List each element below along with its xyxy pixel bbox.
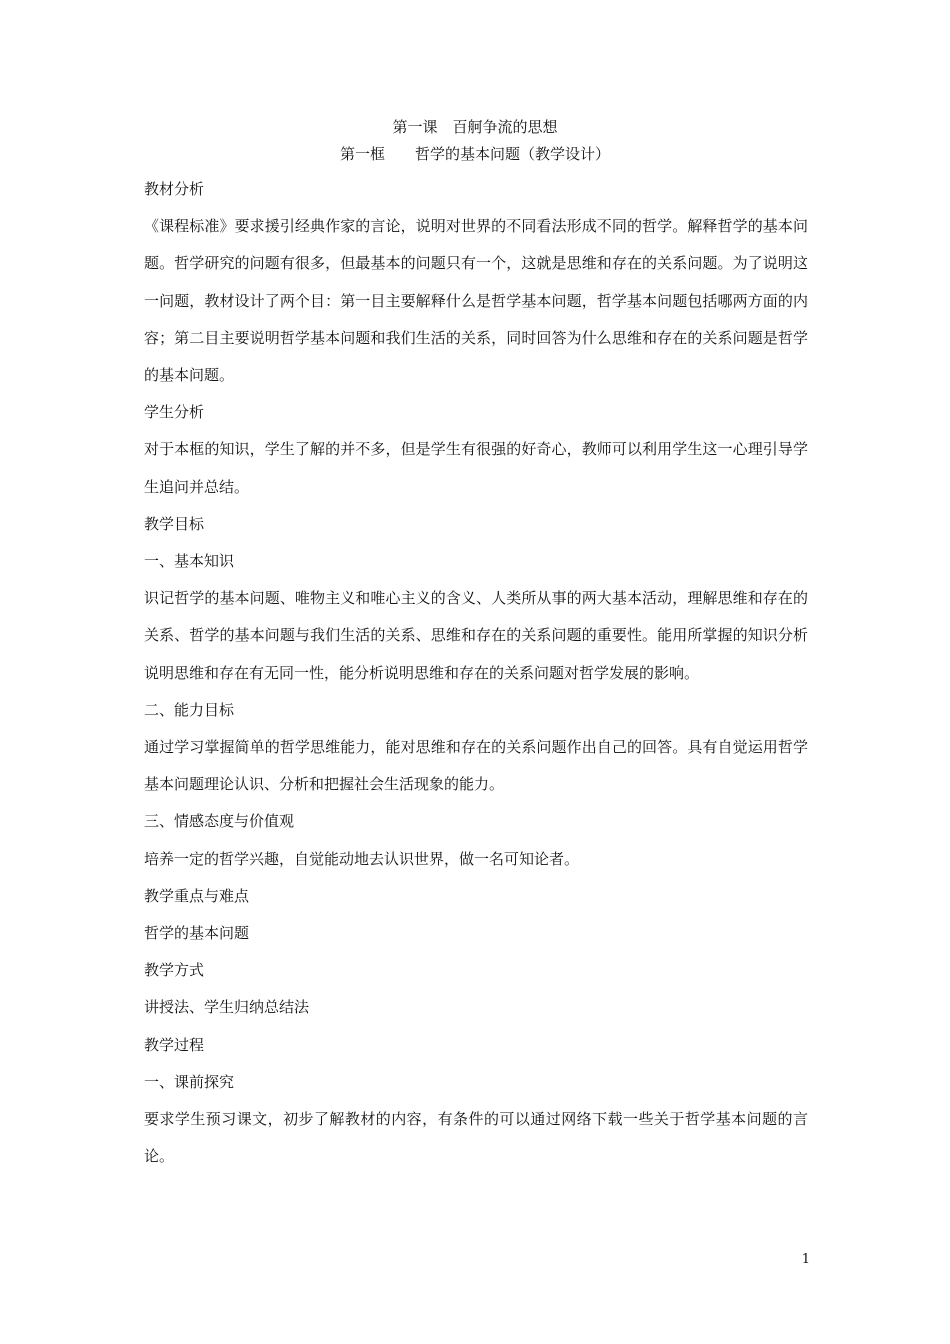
paragraph-emotion-values: 培养一定的哲学兴趣，自觉能动地去认识世界，做一名可知论者。	[144, 849, 580, 868]
paragraph-basic-knowledge: 识记哲学的基本问题、唯物主义和唯心主义的含义、人类所从事的两大基本活动，理解思维和存在的关系、哲学的基本问题与我们生活的关系、思维和存在的关系问题的重要性。能用所掌握的知识分析说明思维和存在有无同一性，能分析说明思维和存在的关系问题对哲学发展的影响。	[144, 589, 808, 682]
lesson-title: 第一课 百舸争流的思想	[392, 118, 558, 136]
paragraph-student-analysis: 对于本框的知识，学生了解的并不多，但是学生有很强的好奇心，教师可以利用学生这一心理引导学生追问并总结。	[144, 440, 808, 496]
heading-teaching-goals: 教学目标	[144, 514, 205, 533]
subheading-basic-knowledge: 一、基本知识	[144, 552, 235, 571]
heading-student-analysis: 学生分析	[144, 403, 205, 422]
paragraph-key-points: 哲学的基本问题	[144, 924, 250, 943]
subheading-emotion-values: 三、情感态度与价值观	[144, 812, 295, 831]
document-body	[144, 171, 808, 1175]
paragraph-teaching-method: 讲授法、学生归纳总结法	[144, 998, 310, 1017]
heading-teaching-method: 教学方式	[144, 961, 205, 980]
heading-teaching-process: 教学过程	[144, 1035, 205, 1054]
subheading-ability-goals: 二、能力目标	[144, 700, 235, 719]
heading-key-points: 教学重点与难点	[144, 886, 250, 905]
paragraph-textbook-analysis: 《课程标准》要求援引经典作家的言论，说明对世界的不同看法形成不同的哲学。解释哲学的基本问题。哲学研究的问题有很多，但最基本的问题只有一个，这就是思维和存在的关系问题。为了说明这一问题，教材设计了两个目：第一目主要解释什么是哲学基本问题，哲学基本问题包括哪两方面的内容；第二目主要说明哲学基本问题和我们生活的关系，同时回答为什么思维和存在的关系问题是哲学的基本问题。	[144, 217, 808, 385]
paragraph-pre-class: 要求学生预习课文，初步了解教材的内容，有条件的可以通过网络下载一些关于哲学基本问题的言论。	[144, 1110, 808, 1166]
section-subtitle: 第一框 哲学的基本问题（教学设计）	[339, 145, 610, 163]
page-number: 1	[801, 1252, 810, 1267]
subheading-pre-class: 一、课前探究	[144, 1072, 235, 1091]
heading-textbook-analysis: 教材分析	[144, 180, 205, 198]
paragraph-ability-goals: 通过学习掌握简单的哲学思维能力，能对思维和存在的关系问题作出自己的回答。具有自觉运用哲学基本问题理论认识、分析和把握社会生活现象的能力。	[144, 738, 808, 794]
